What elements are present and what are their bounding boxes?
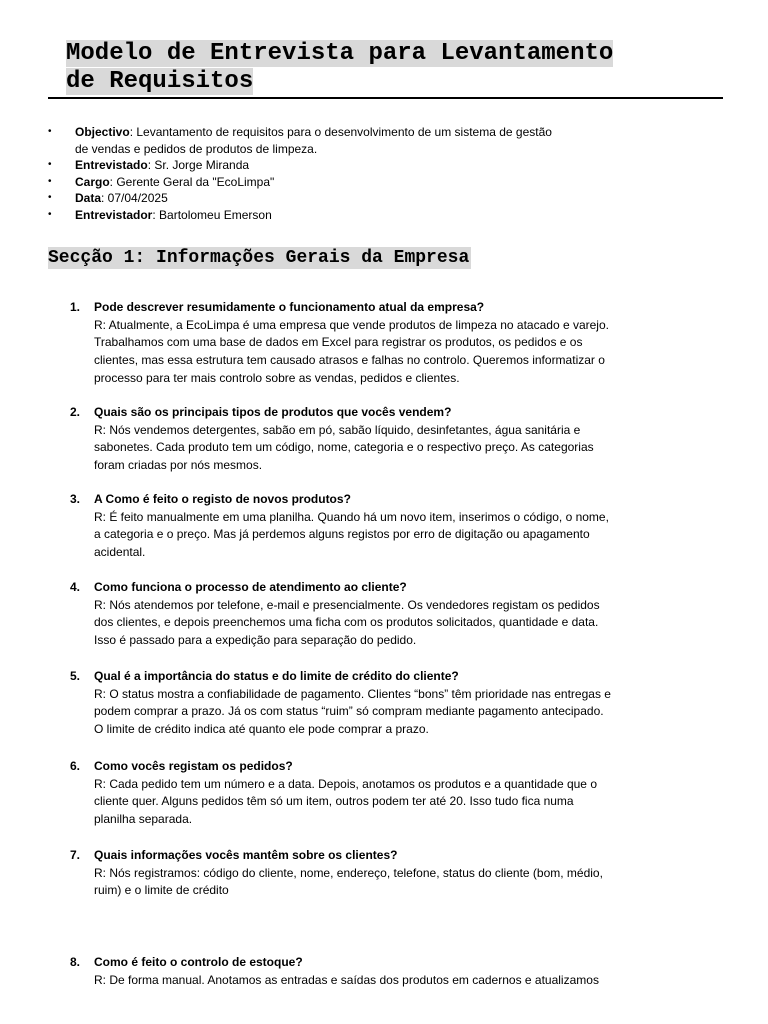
meta-item-objective — [48, 124, 688, 157]
meta-label: Entrevistador — [75, 207, 153, 222]
question-text — [70, 404, 670, 422]
question-label: Como vocês registam os pedidos? — [94, 759, 293, 773]
question-block — [70, 954, 670, 989]
bullet-icon: • — [48, 192, 52, 203]
meta-label: Cargo — [75, 174, 110, 189]
interview-metadata-list — [48, 124, 688, 223]
answer-text — [70, 776, 670, 829]
answer-text — [70, 865, 670, 900]
question-block — [70, 847, 670, 900]
answer-text — [70, 686, 670, 739]
answer-line: R: Atualmente, a EcoLimpa é uma empresa que vende produtos de limpeza no atacado e varejo. — [94, 317, 609, 332]
answer-line: podem comprar a prazo. Já os com status “ruim” só compram mediante pagamento antecipado. — [94, 704, 604, 719]
answer-line: R: É feito manualmente em uma planilha. Quando há um novo item, inserimos o código, o nome, — [94, 509, 609, 524]
question-number: 8. — [70, 955, 81, 969]
question-block — [70, 758, 670, 829]
answer-line: dos clientes, e depois preenchemos uma ficha com os produtos solicitados, quantidade e data. — [94, 615, 599, 630]
bullet-icon: • — [48, 208, 52, 220]
answer-line: R: O status mostra a confiabilidade de pagamento. Clientes “bons” têm prioridade nas entregas e — [94, 686, 611, 701]
question-label: Pode descrever resumidamente o funcionamento atual da empresa? — [94, 300, 485, 314]
meta-item-role — [48, 174, 688, 191]
meta-label: Data — [75, 191, 102, 205]
question-text — [70, 491, 670, 509]
question-number: 2. — [70, 405, 81, 419]
answer-text — [70, 597, 670, 650]
answer-line: clientes, mas essa estrutura tem causado atrasos e falhas no controlo. Queremos informatizar o — [94, 353, 605, 368]
document-title — [48, 40, 723, 99]
meta-item-interviewee — [48, 157, 688, 174]
question-label: Como funciona o processo de atendimento ao cliente? — [94, 580, 407, 594]
answer-line: R: Nós registramos: código do cliente, nome, endereço, telefone, status do cliente (bom, médio, — [94, 865, 603, 880]
section-title: Secção 1: Informações Gerais da Empresa — [48, 248, 470, 268]
answer-text — [70, 422, 670, 475]
meta-value: : Sr. Jorge Miranda — [147, 158, 250, 172]
question-text — [70, 668, 670, 686]
answer-text — [70, 972, 670, 990]
meta-item-date — [48, 190, 688, 207]
answer-line: planilha separada. — [94, 812, 193, 827]
answer-line: R: Nós atendemos por telefone, e-mail e presencialmente. Os vendedores registam os pedidos — [94, 597, 600, 612]
answer-line: Isso é passado para a expedição para separação do pedido. — [94, 633, 417, 648]
bullet-icon: • — [48, 126, 52, 137]
answer-line: a categoria e o preço. Mas já perdemos alguns registos por erro de digitação ou apagamento — [94, 527, 590, 542]
answer-line: cliente quer. Alguns pedidos têm só um item, outros podem ter até 20. Isso tudo fica numa — [94, 794, 574, 809]
meta-value: : Levantamento de requisitos para o desenvolvimento de um sistema de gestão — [129, 125, 552, 139]
answer-line: processo para ter mais controlo sobre as vendas, pedidos e clientes. — [94, 370, 460, 385]
question-number: 4. — [70, 580, 81, 594]
question-text — [70, 847, 670, 865]
question-label: A Como é feito o registo de novos produtos? — [94, 492, 351, 506]
answer-line: O limite de crédito indica até quanto ele pode comprar a prazo. — [94, 722, 429, 737]
meta-label: Objectivo — [75, 125, 130, 139]
question-number: 1. — [70, 300, 81, 314]
title-text — [66, 40, 723, 96]
meta-label: Entrevistado — [75, 158, 148, 172]
title-line-2: de Requisitos — [66, 68, 254, 95]
question-text — [70, 579, 670, 597]
question-label: Quais são os principais tipos de produtos que vocês vendem? — [94, 405, 452, 419]
question-number: 7. — [70, 848, 81, 862]
question-block — [70, 491, 670, 562]
answer-line: foram criadas por nós mesmos. — [94, 458, 263, 473]
question-label: Qual é a importância do status e do limite de crédito do cliente? — [94, 669, 459, 683]
question-block — [70, 668, 670, 739]
bullet-icon: • — [48, 175, 52, 187]
answer-line: R: Nós vendemos detergentes, sabão em pó, sabão líquido, desinfetantes, água sanitária e — [94, 422, 581, 437]
question-number: 3. — [70, 492, 81, 506]
question-label: Quais informações vocês mantêm sobre os clientes? — [94, 848, 398, 862]
meta-value: : Gerente Geral da "EcoLimpa" — [109, 174, 275, 189]
meta-value: : 07/04/2025 — [101, 191, 168, 205]
answer-line: acidental. — [94, 545, 146, 560]
meta-value: : Bartolomeu Emerson — [152, 207, 272, 222]
meta-value-continued: de vendas e pedidos de produtos de limpeza. — [75, 141, 318, 156]
question-text — [70, 758, 670, 776]
question-block — [70, 404, 670, 475]
answer-line: sabonetes. Cada produto tem um código, nome, categoria e o respectivo preço. As categorias — [94, 440, 594, 455]
question-number: 5. — [70, 669, 81, 683]
question-text — [70, 299, 670, 317]
answer-line: R: Cada pedido tem um número e a data. Depois, anotamos os produtos e a quantidade que o — [94, 776, 597, 791]
bullet-icon: • — [48, 159, 52, 170]
answer-line: ruim) e o limite de crédito — [94, 883, 229, 898]
answer-text — [70, 317, 670, 388]
question-number: 6. — [70, 759, 81, 773]
answer-line: Trabalhamos com uma base de dados em Excel para registrar os produtos, os pedidos e os — [94, 335, 583, 350]
question-block — [70, 299, 670, 388]
answer-line: R: De forma manual. Anotamos as entradas e saídas dos produtos em cadernos e atualizamos — [94, 972, 599, 987]
meta-item-interviewer — [48, 207, 688, 224]
answer-text — [70, 509, 670, 562]
question-label: Como é feito o controlo de estoque? — [94, 955, 303, 969]
question-block — [70, 579, 670, 650]
question-text — [70, 954, 670, 972]
title-line-1: Modelo de Entrevista para Levantamento — [66, 40, 614, 67]
